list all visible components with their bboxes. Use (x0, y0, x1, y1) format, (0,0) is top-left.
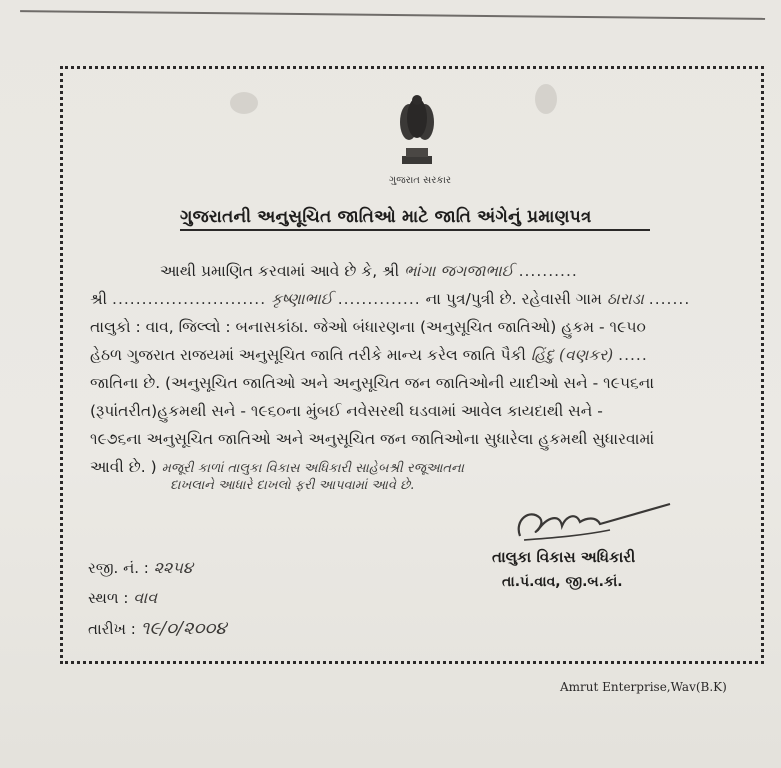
body-line-1-text: આથી પ્રમાણિત કરવામાં આવે છે કે, શ્રી (160, 262, 400, 280)
body-line-4 (90, 346, 648, 365)
date-value: ૧૯/૦/૨૦૦૪ (140, 618, 227, 639)
dotted-fill: .............. (337, 290, 421, 308)
body-line-2-prefix: શ્રી (90, 290, 108, 308)
emblem-caption: ગુજરાત સરકાર (388, 175, 452, 186)
printer-credit: Amrut Enterprise,Wav(B.K) (560, 680, 727, 694)
handwritten-note-2: દાખલાને આધારે દાખલો ફરી આપવામાં આવે છે. (170, 478, 415, 493)
handwritten-note-1: મજૂરી કાળાં તાલુકા વિકાસ અધિકારી સાહેબશ્રી રજૂઆતના (161, 461, 464, 476)
paper-fold-line (20, 10, 765, 34)
body-line-3: તાલુકો : વાવ, જિલ્લો : બનાસકાંઠા. જેઓ બંધારણના (અનુસૂચિત જાતિઓ) હુકમ - ૧૯૫૦ (90, 318, 646, 336)
dotted-fill: .......................... (112, 290, 267, 308)
registration-label: રજી. નં. : (88, 559, 149, 577)
state-emblem-icon (394, 92, 440, 170)
officer-title: તાલુકા વિકાસ અધિકારી (492, 548, 636, 566)
body-line-1 (160, 262, 578, 281)
body-line-8 (90, 458, 464, 477)
body-line-2 (90, 290, 690, 309)
dotted-fill: .......... (518, 262, 578, 280)
registration-field (88, 558, 193, 578)
date-field (88, 618, 226, 639)
village-name: ઠારાડા (606, 290, 644, 308)
date-label: તારીખ : (88, 620, 136, 638)
place-field (88, 588, 157, 608)
officer-office: તા.પં.વાવ, જી.બ.કાં. (502, 574, 623, 590)
caste-name: હિંદુ (વણકર) (530, 346, 614, 364)
holder-name: ભાંગા જગજાભાઈ (404, 262, 514, 280)
officer-signature-icon (500, 500, 680, 546)
registration-value: ૨૨૫૪ (153, 558, 193, 577)
dotted-fill: ....... (648, 290, 691, 308)
dotted-fill: ..... (618, 346, 648, 364)
body-line-8-text: આવી છે. ) (90, 458, 157, 476)
body-line-2-mid: ના પુત્ર/પુત્રી છે. રહેવાસી ગામ (425, 290, 602, 308)
body-line-7: ૧૯૭૬ના અનુસૂચિત જાતિઓ અને અનુસૂચિત જન જાતિઓના સુધારેલા હુકમથી સુધારવામાં (90, 430, 655, 448)
body-line-4-text: હેઠળ ગુજરાત રાજયમાં અનુસૂચિત જાતિ તરીકે માન્ય કરેલ જાતિ પૈકી (90, 346, 526, 364)
body-line-5: જાતિના છે. (અનુસૂચિત જાતિઓ અને અનુસૂચિત જન જાતિઓની યાદીઓ સને - ૧૯૫૬ના (90, 374, 655, 392)
place-label: સ્થળ : (88, 589, 129, 607)
body-line-6: (રૂપાંતરીત)હુકમથી સને - ૧૯૬૦ના મુંબઈ નવેસરથી ઘડવામાં આવેલ કાયદાથી સને - (90, 402, 603, 420)
place-value: વાવ (133, 588, 158, 607)
certificate-title: ગુજરાતની અનુસૂચિત જાતિઓ માટે જાતિ અંગેનું પ્રમાણપત્ર (180, 207, 650, 231)
father-name: કૃષ્ણાભાઈ (271, 290, 333, 308)
